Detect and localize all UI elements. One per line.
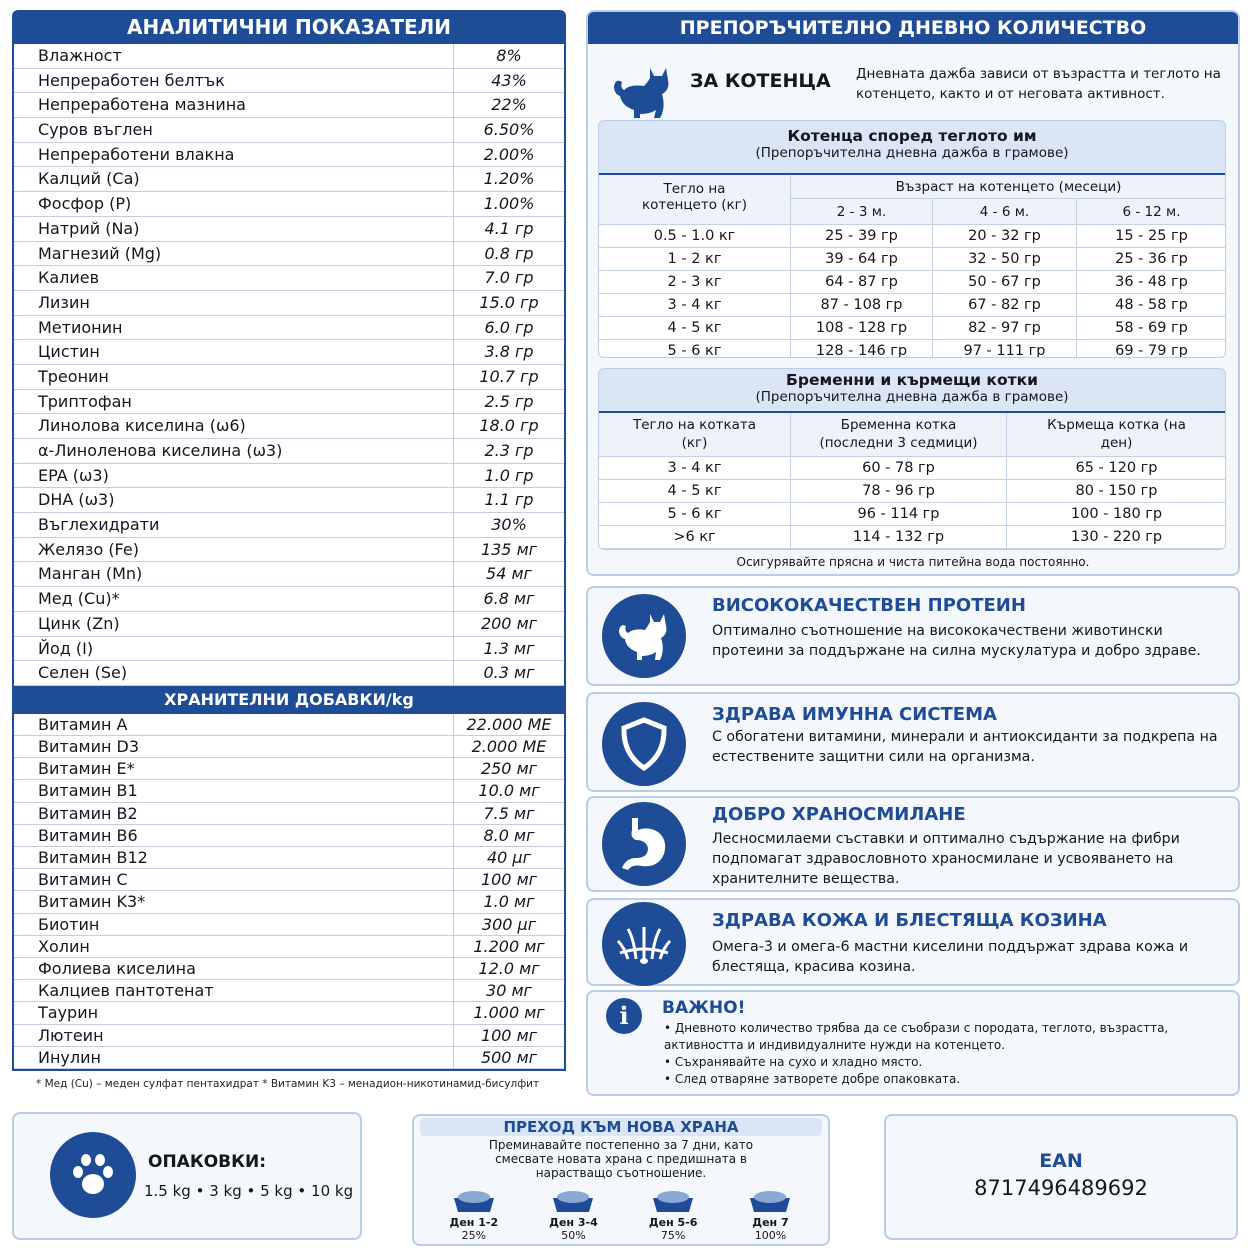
row-label: Калциев пантотенат [14, 980, 454, 1001]
row-value: 1.0 мг [483, 892, 535, 912]
table-cell: 5 - 6 кг [599, 340, 791, 358]
table-cell: 36 - 48 гр [1077, 271, 1226, 294]
row-label: Витамин C [14, 869, 454, 890]
row-label: Треонин [14, 365, 454, 389]
row-label: Витамин B12 [14, 847, 454, 868]
row-value: 22.000 МЕ [466, 714, 552, 734]
kitten-desc: Дневната дажба зависи от възрастта и теглото на котенцето, както и от неговата активност. [856, 66, 1221, 102]
row-label: Таурин [14, 1002, 454, 1023]
table-cell: 65 - 120 гр [1007, 457, 1226, 480]
benefit-card-skin [586, 898, 1240, 986]
transition-day [549, 1188, 598, 1242]
col-age-header: Възраст на котенцето (месеци) [791, 175, 1226, 199]
row-label: Йод (I) [14, 637, 454, 661]
table-cell: 3 - 4 кг [599, 294, 791, 317]
kitten-table [598, 120, 1226, 358]
table-row [14, 143, 564, 168]
row-label: Цистин [14, 340, 454, 364]
row-label: Непреработена мазнина [14, 93, 454, 117]
skin-hair-icon [602, 902, 686, 986]
table-cell: 39 - 64 гр [791, 248, 933, 271]
table-row [14, 869, 564, 891]
important-list [662, 1020, 1222, 1088]
row-value: 6.8 мг [483, 589, 535, 609]
table-row [14, 891, 564, 913]
stomach-icon [602, 802, 686, 886]
row-label: Метионин [14, 316, 454, 340]
table-cell: 3 - 4 кг [599, 457, 791, 480]
table-cell: 67 - 82 гр [933, 294, 1077, 317]
row-value: 22% [491, 95, 527, 115]
row-label: Селен (Se) [14, 661, 454, 685]
row-label: Лизин [14, 291, 454, 315]
table-cell: 69 - 79 гр [1077, 340, 1226, 358]
row-label: Фосфор (P) [14, 192, 454, 216]
row-value: 1.20% [483, 169, 535, 189]
table-cell: 114 - 132 гр [791, 526, 1007, 549]
row-value: 2.5 гр [484, 391, 534, 411]
row-value: 1.00% [483, 194, 535, 214]
paw-icon [50, 1132, 136, 1218]
important-card [586, 990, 1240, 1096]
day-label: Ден 3-4 [549, 1216, 598, 1229]
row-label: Калций (Ca) [14, 167, 454, 191]
table-row [14, 291, 564, 316]
benefit-title: ЗДРАВА ИМУННА СИСТЕМА [712, 704, 997, 725]
benefit-text: Лесносмилаеми съставки и оптимално съдържание на фибри подпомагат здравословното храносмилане и усвояването на хранителните вещества. [712, 831, 1180, 887]
table-cell: 20 - 32 гр [933, 225, 1077, 248]
benefit-text: Оптимално съотношение на висококачествени животински протеини за поддържане на силна мускулатура и добро здраве. [712, 623, 1201, 659]
shield-icon [602, 702, 686, 786]
row-value: 12.0 мг [478, 958, 540, 978]
row-value: 0.8 гр [484, 243, 534, 263]
table-row [14, 714, 564, 736]
table-row [14, 825, 564, 847]
row-label: Влажност [14, 44, 454, 68]
row-value: 30 мг [486, 981, 532, 1001]
water-note: Осигурявайте прясна и чиста питейна вода постоянно. [736, 555, 1090, 569]
row-value: 500 мг [480, 1047, 538, 1067]
table-cell: 96 - 114 гр [791, 503, 1007, 526]
row-label: Суров въглен [14, 118, 454, 142]
row-label: Линолова киселина (ω6) [14, 414, 454, 438]
row-label: Витамин K3* [14, 891, 454, 912]
table-row [14, 562, 564, 587]
row-value: 8.0 мг [483, 825, 535, 845]
ean-label: EAN [1039, 1150, 1083, 1172]
row-label: Холин [14, 936, 454, 957]
row-value: 250 мг [480, 759, 538, 779]
row-value: 10.7 гр [479, 366, 539, 386]
row-value: 30% [491, 515, 527, 535]
row-value: 200 мг [480, 613, 538, 633]
table-row [14, 118, 564, 143]
row-value: 1.1 гр [484, 490, 534, 510]
table-cell: 50 - 67 гр [933, 271, 1077, 294]
benefit-card-digestion [586, 796, 1240, 892]
table-row [14, 661, 564, 686]
table-row [14, 316, 564, 341]
info-icon: i [606, 998, 642, 1034]
row-value: 1.000 мг [473, 1003, 545, 1023]
row-value: 18.0 гр [479, 416, 539, 436]
table-cell: 4 - 5 кг [599, 480, 791, 503]
row-value: 1.200 мг [473, 936, 545, 956]
table-row [14, 488, 564, 513]
row-label: Фолиева киселина [14, 958, 454, 979]
row-value: 7.0 гр [484, 268, 534, 288]
row-label: Калиев [14, 266, 454, 290]
benefit-card-protein [586, 586, 1240, 686]
transition-day [450, 1188, 499, 1242]
row-value: 10.0 мг [478, 781, 540, 801]
table-row [14, 758, 564, 780]
table-row [14, 980, 564, 1002]
packs-sizes: 1.5 kg • 3 kg • 5 kg • 10 kg [144, 1182, 354, 1200]
table-row [14, 93, 564, 118]
table-row [14, 736, 564, 758]
table-row [14, 1025, 564, 1047]
table-cell: 5 - 6 кг [599, 503, 791, 526]
row-label: Непреработени влакна [14, 143, 454, 167]
table-row [14, 340, 564, 365]
table-row [14, 167, 564, 192]
age-header: 4 - 6 м. [933, 199, 1077, 225]
analytics-panel [12, 10, 566, 1071]
transition-title: ПРЕХОД КЪМ НОВА ХРАНА [420, 1118, 822, 1136]
benefit-text: Омега-3 и омега-6 мастни киселини поддържат здрава кожа и блестяща, красива козина. [712, 939, 1189, 975]
table-cell: 1 - 2 кг [599, 248, 791, 271]
table-cell: 58 - 69 гр [1077, 317, 1226, 340]
table-row [14, 637, 564, 662]
mothers-table [598, 368, 1226, 550]
row-value: 15.0 гр [479, 292, 539, 312]
table-cell: 82 - 97 гр [933, 317, 1077, 340]
table-row [14, 958, 564, 980]
table-cell: 15 - 25 гр [1077, 225, 1226, 248]
table-cell: 64 - 87 гр [791, 271, 933, 294]
table-row [14, 242, 564, 267]
table-row [14, 217, 564, 242]
row-value: 1.0 гр [484, 465, 534, 485]
table-row [14, 390, 564, 415]
row-value: 300 μг [481, 914, 537, 934]
row-label: Натрий (Na) [14, 217, 454, 241]
row-label: DHA (ω3) [14, 488, 454, 512]
table-cell: 32 - 50 гр [933, 248, 1077, 271]
important-title: ВАЖНО! [662, 998, 746, 1018]
row-value: 43% [491, 70, 527, 90]
age-header: 6 - 12 м. [1077, 199, 1226, 225]
transition-text: Преминавайте постепенно за 7 дни, като смесвате новата храна с предишната в нарастващо съотношение. [488, 1138, 754, 1180]
row-value: 0.3 мг [483, 663, 535, 683]
daily-title: ПРЕПОРЪЧИТЕЛНО ДНЕВНО КОЛИЧЕСТВО [588, 12, 1238, 44]
additives-table [12, 714, 566, 1071]
ean-box [884, 1114, 1238, 1240]
row-label: Мед (Cu)* [14, 587, 454, 611]
kitten-table-title: Котенца според теглото им [787, 127, 1037, 145]
table-cell: 48 - 58 гр [1077, 294, 1226, 317]
bowl-icon [651, 1188, 695, 1214]
row-label: Биотин [14, 914, 454, 935]
benefit-title: ЗДРАВА КОЖА И БЛЕСТЯЩА КОЗИНА [712, 910, 1107, 931]
transition-days [424, 1188, 818, 1242]
row-label: Витамин B6 [14, 825, 454, 846]
row-value: 100 мг [480, 1025, 538, 1045]
row-label: Магнезий (Mg) [14, 242, 454, 266]
analytics-title: АНАЛИТИЧНИ ПОКАЗАТЕЛИ [12, 10, 566, 44]
cat-icon [602, 594, 686, 678]
row-label: Непреработен белтък [14, 69, 454, 93]
row-label: Витамин E* [14, 758, 454, 779]
important-item: • Дневното количество трябва да се съобрази с породата, теглото, възрастта, активността и индивидуалните нужди на котенцето. [664, 1021, 1169, 1052]
table-row [14, 1002, 564, 1024]
row-label: Витамин B1 [14, 780, 454, 801]
kitten-table-subtitle: (Препоръчителна дневна дажба в грамове) [755, 145, 1069, 161]
table-cell: 4 - 5 кг [599, 317, 791, 340]
table-cell: 60 - 78 гр [791, 457, 1007, 480]
table-row [14, 513, 564, 538]
table-row [14, 538, 564, 563]
table-row [14, 587, 564, 612]
transition-day [649, 1188, 698, 1242]
important-item: • След отваряне затворете добре опаковката. [664, 1072, 961, 1086]
table-cell: 87 - 108 гр [791, 294, 933, 317]
table-row [14, 365, 564, 390]
packs-label: ОПАКОВКИ: [148, 1152, 267, 1172]
day-label: Ден 7 [752, 1216, 789, 1229]
day-percent: 25% [461, 1229, 487, 1242]
row-label: Инулин [14, 1047, 454, 1068]
col-header: Тегло на котката (кг) [599, 413, 791, 457]
row-label: Витамин B2 [14, 803, 454, 824]
day-percent: 75% [660, 1229, 686, 1242]
row-label: Лютеин [14, 1025, 454, 1046]
table-row [14, 936, 564, 958]
row-value: 54 мг [486, 564, 532, 584]
day-label: Ден 5-6 [648, 1216, 698, 1229]
row-value: 6.50% [483, 120, 535, 140]
benefit-card-immune [586, 692, 1240, 792]
row-label: EPA (ω3) [14, 464, 454, 488]
table-cell: 80 - 150 гр [1007, 480, 1226, 503]
table-row [14, 192, 564, 217]
row-value: 1.3 мг [483, 638, 535, 658]
footnote: * Мед (Cu) – меден сулфат пентахидрат * Витамин K3 – менадион-никотинамид-бисулфит [36, 1078, 540, 1090]
kitten-grid [599, 175, 1225, 358]
table-cell: 130 - 220 гр [1007, 526, 1226, 549]
col-header: Бременна котка (последни 3 седмици) [791, 413, 1007, 457]
table-cell: 25 - 39 гр [791, 225, 933, 248]
mothers-table-title: Бременни и кърмещи котки [786, 371, 1038, 389]
bowl-icon [748, 1188, 792, 1214]
row-label: Цинк (Zn) [14, 612, 454, 636]
transition-box [412, 1114, 830, 1246]
benefit-title: ДОБРО ХРАНОСМИЛАНЕ [712, 804, 966, 825]
table-row [14, 439, 564, 464]
table-cell: 100 - 180 гр [1007, 503, 1226, 526]
row-value: 100 мг [480, 870, 538, 890]
table-row [14, 780, 564, 802]
row-value: 2.000 МЕ [471, 737, 547, 757]
additives-title: ХРАНИТЕЛНИ ДОБАВКИ/kg [12, 686, 566, 714]
benefit-title: ВИСОКОКАЧЕСТВЕН ПРОТЕИН [712, 595, 1026, 616]
col-weight-header: Тегло на котенцето (кг) [599, 175, 791, 225]
row-value: 7.5 мг [483, 803, 535, 823]
table-cell: >6 кг [599, 526, 791, 549]
bowl-icon [452, 1188, 496, 1214]
table-row [14, 266, 564, 291]
ean-code: 8717496489692 [974, 1176, 1148, 1200]
table-row [14, 44, 564, 69]
col-header: Кърмеща котка (на ден) [1007, 413, 1226, 457]
mothers-table-subtitle: (Препоръчителна дневна дажба в грамове) [755, 389, 1069, 405]
table-cell: 0.5 - 1.0 кг [599, 225, 791, 248]
analytics-table [12, 44, 566, 686]
row-label: Триптофан [14, 390, 454, 414]
row-label: Желязо (Fe) [14, 538, 454, 562]
row-value: 3.8 гр [484, 342, 534, 362]
table-row [14, 612, 564, 637]
daily-panel [586, 10, 1240, 576]
row-value: 40 μг [486, 848, 532, 867]
important-item: • Съхранявайте на сухо и хладно място. [664, 1055, 923, 1069]
row-label: Витамин D3 [14, 736, 454, 757]
benefit-text: С обогатени витамини, минерали и антиоксиданти за подкрепа на естествените защитни сили на организма. [712, 729, 1218, 765]
table-cell: 2 - 3 кг [599, 271, 791, 294]
row-label: α-Линоленова киселина (ω3) [14, 439, 454, 463]
table-row [14, 847, 564, 869]
row-value: 2.3 гр [484, 441, 534, 460]
row-label: Въглехидрати [14, 513, 454, 537]
mothers-grid [599, 413, 1225, 549]
row-value: 2.00% [483, 144, 535, 164]
table-row [14, 1047, 564, 1069]
day-label: Ден 1-2 [449, 1216, 499, 1229]
row-label: Витамин A [14, 714, 454, 735]
row-value: 135 мг [480, 539, 538, 559]
row-value: 8% [496, 46, 522, 65]
table-cell: 97 - 111 гр [933, 340, 1077, 358]
kitten-label: ЗА КОТЕНЦА [690, 70, 831, 92]
row-value: 4.1 гр [484, 218, 534, 238]
bowl-icon [551, 1188, 595, 1214]
table-cell: 128 - 146 гр [791, 340, 933, 358]
transition-day [748, 1188, 792, 1242]
day-percent: 50% [561, 1229, 586, 1242]
table-row [14, 414, 564, 439]
kitten-icon [610, 64, 676, 120]
table-row [14, 914, 564, 936]
table-row [14, 803, 564, 825]
table-cell: 78 - 96 гр [791, 480, 1007, 503]
day-percent: 100% [754, 1229, 787, 1242]
packs-box [12, 1112, 362, 1240]
table-cell: 25 - 36 гр [1077, 248, 1226, 271]
table-cell: 108 - 128 гр [791, 317, 933, 340]
row-label: Манган (Mn) [14, 562, 454, 586]
row-value: 6.0 гр [484, 317, 534, 337]
table-row [14, 464, 564, 489]
age-header: 2 - 3 м. [791, 199, 933, 225]
table-row [14, 69, 564, 94]
